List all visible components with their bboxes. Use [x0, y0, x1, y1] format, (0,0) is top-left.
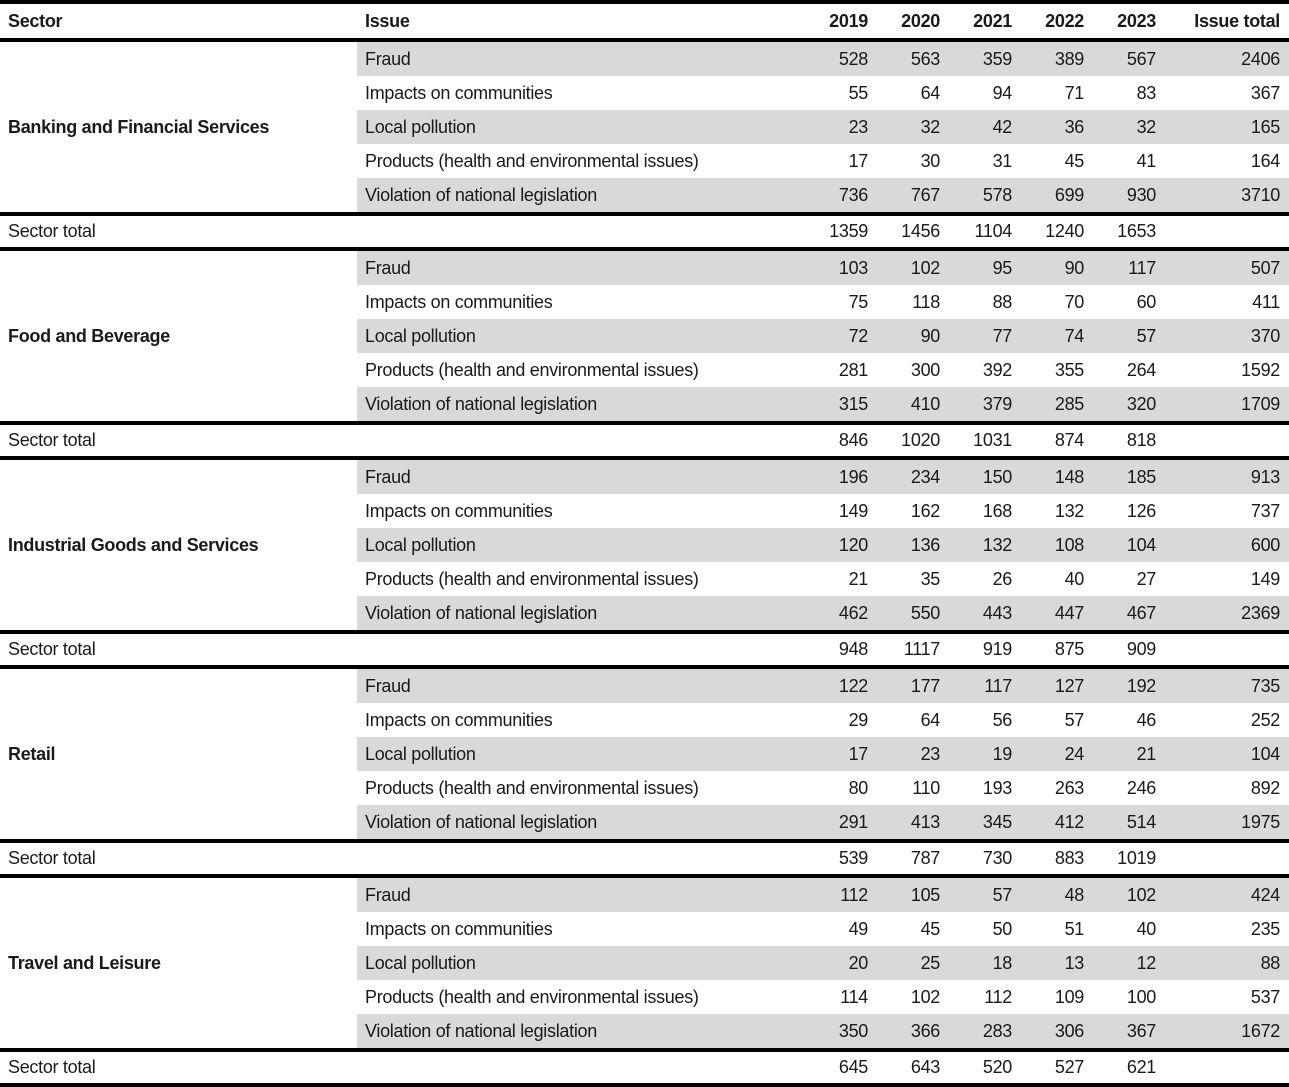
year-value-cell: 285	[1013, 387, 1085, 423]
issue-cell: Impacts on communities	[365, 918, 553, 939]
sector-cell: Banking and Financial Services	[0, 40, 357, 214]
year-value-cell: 109	[1054, 986, 1084, 1007]
sector-total-value-cell: 1359	[797, 214, 869, 249]
header-row	[0, 2, 1289, 40]
year-value-cell: 64	[920, 82, 940, 103]
year-value-cell: 45	[920, 918, 940, 939]
year-value-cell: 72	[797, 319, 869, 353]
issue-cell: Local pollution	[357, 528, 797, 562]
sector-total-empty-cell	[1157, 423, 1289, 458]
year-value-cell: 48	[1013, 876, 1085, 912]
year-value-cell: 117	[1085, 249, 1157, 285]
year-value-cell: 150	[941, 458, 1013, 494]
issue-cell: Products (health and environmental issues)	[365, 150, 699, 171]
issue-row	[0, 458, 1289, 494]
sector-total-empty-cell	[1157, 841, 1289, 876]
issue-total-cell: 735	[1157, 667, 1289, 703]
year-value-cell: 567	[1085, 40, 1157, 76]
year-value-cell: 90	[869, 319, 941, 353]
issue-total-cell: 235	[1250, 918, 1280, 939]
issue-cell: Fraud	[357, 876, 797, 912]
issue-cell: Fraud	[357, 458, 797, 494]
year-value-cell: 185	[1085, 458, 1157, 494]
year-value-cell: 177	[869, 667, 941, 703]
year-value-cell: 196	[797, 458, 869, 494]
year-value-cell: 315	[797, 387, 869, 423]
column-header-issue: Issue	[357, 2, 797, 40]
issue-cell: Local pollution	[357, 319, 797, 353]
issue-total-cell: 165	[1157, 110, 1289, 144]
sector-total-value-cell: 621	[1085, 1050, 1157, 1085]
sector-total-value-cell: 1117	[869, 632, 941, 667]
year-value-cell: 46	[1136, 709, 1156, 730]
issue-cell: Violation of national legislation	[357, 387, 797, 423]
year-value-cell: 31	[992, 150, 1012, 171]
year-value-cell: 24	[1013, 737, 1085, 771]
year-value-cell: 193	[982, 777, 1012, 798]
issue-cell: Fraud	[357, 667, 797, 703]
year-value-cell: 148	[1013, 458, 1085, 494]
year-value-cell: 64	[920, 709, 940, 730]
sector-total-value-cell: 643	[869, 1050, 941, 1085]
year-value-cell: 366	[869, 1014, 941, 1050]
issue-total-cell: 2406	[1157, 40, 1289, 76]
column-header-issue-total: Issue total	[1157, 2, 1289, 40]
year-value-cell: 40	[1136, 918, 1156, 939]
year-value-cell: 32	[869, 110, 941, 144]
year-value-cell: 462	[797, 596, 869, 632]
issue-total-cell: 104	[1157, 737, 1289, 771]
issue-total-cell: 537	[1250, 986, 1280, 1007]
sector-total-value-cell: 919	[941, 632, 1013, 667]
year-value-cell: 35	[920, 568, 940, 589]
year-value-cell: 699	[1013, 178, 1085, 214]
year-value-cell: 29	[848, 709, 868, 730]
issue-total-cell: 1709	[1157, 387, 1289, 423]
year-value-cell: 23	[869, 737, 941, 771]
year-value-cell: 57	[1064, 709, 1084, 730]
year-value-cell: 132	[941, 528, 1013, 562]
sector-total-value-cell: 1019	[1085, 841, 1157, 876]
year-value-cell: 528	[797, 40, 869, 76]
year-value-cell: 25	[869, 946, 941, 980]
year-value-cell: 467	[1085, 596, 1157, 632]
year-value-cell: 13	[1013, 946, 1085, 980]
sector-total-value-cell: 1240	[1013, 214, 1085, 249]
sector-total-empty-cell	[1157, 632, 1289, 667]
sector-total-label: Sector total	[0, 632, 797, 667]
year-value-cell: 80	[848, 777, 868, 798]
year-value-cell: 45	[1064, 150, 1084, 171]
issue-total-cell: 3710	[1157, 178, 1289, 214]
year-value-cell: 355	[1054, 359, 1084, 380]
issue-total-cell: 1975	[1157, 805, 1289, 841]
year-value-cell: 767	[869, 178, 941, 214]
year-value-cell: 30	[920, 150, 940, 171]
issue-total-cell: 600	[1157, 528, 1289, 562]
issue-total-cell: 149	[1250, 568, 1280, 589]
sector-total-value-cell: 1020	[869, 423, 941, 458]
year-value-cell: 50	[992, 918, 1012, 939]
year-value-cell: 90	[1013, 249, 1085, 285]
sector-total-value-cell: 1456	[869, 214, 941, 249]
year-value-cell: 126	[1126, 500, 1156, 521]
issue-total-cell: 892	[1250, 777, 1280, 798]
year-value-cell: 413	[869, 805, 941, 841]
year-value-cell: 192	[1085, 667, 1157, 703]
sector-total-value-cell: 909	[1085, 632, 1157, 667]
year-value-cell: 26	[992, 568, 1012, 589]
issue-total-cell: 424	[1157, 876, 1289, 912]
year-value-cell: 17	[797, 737, 869, 771]
year-value-cell: 57	[941, 876, 1013, 912]
year-value-cell: 77	[941, 319, 1013, 353]
year-value-cell: 392	[982, 359, 1012, 380]
year-value-cell: 102	[1085, 876, 1157, 912]
year-value-cell: 51	[1064, 918, 1084, 939]
issue-cell: Local pollution	[357, 110, 797, 144]
year-value-cell: 320	[1085, 387, 1157, 423]
sector-total-label: Sector total	[0, 1050, 797, 1085]
sector-total-value-cell: 875	[1013, 632, 1085, 667]
issue-cell: Fraud	[357, 40, 797, 76]
issue-total-cell: 252	[1250, 709, 1280, 730]
year-value-cell: 110	[912, 777, 940, 798]
year-value-cell: 246	[1126, 777, 1156, 798]
issue-cell: Local pollution	[357, 946, 797, 980]
year-value-cell: 41	[1136, 150, 1156, 171]
sector-total-row	[0, 841, 1289, 876]
year-value-cell: 17	[848, 150, 868, 171]
year-value-cell: 94	[992, 82, 1012, 103]
year-value-cell: 105	[869, 876, 941, 912]
sector-total-value-cell: 846	[797, 423, 869, 458]
year-value-cell: 117	[941, 667, 1013, 703]
issue-total-cell: 1592	[1241, 359, 1280, 380]
sector-total-value-cell: 539	[797, 841, 869, 876]
year-value-cell: 281	[838, 359, 868, 380]
sector-total-label: Sector total	[0, 214, 797, 249]
year-value-cell: 102	[910, 986, 940, 1007]
issue-cell: Violation of national legislation	[357, 1014, 797, 1050]
issue-cell: Impacts on communities	[365, 500, 553, 521]
sector-total-value-cell: 883	[1013, 841, 1085, 876]
sector-total-row	[0, 423, 1289, 458]
issue-cell: Products (health and environmental issues)	[365, 777, 699, 798]
year-value-cell: 264	[1126, 359, 1156, 380]
year-value-cell: 56	[992, 709, 1012, 730]
sector-total-value-cell: 818	[1085, 423, 1157, 458]
issue-total-cell: 411	[1252, 291, 1280, 312]
year-value-cell: 20	[797, 946, 869, 980]
year-value-cell: 114	[840, 986, 868, 1007]
year-value-cell: 306	[1013, 1014, 1085, 1050]
issue-total-cell: 913	[1157, 458, 1289, 494]
sector-total-label: Sector total	[0, 423, 797, 458]
year-value-cell: 42	[941, 110, 1013, 144]
sector-total-value-cell: 527	[1013, 1050, 1085, 1085]
issue-total-cell: 507	[1157, 249, 1289, 285]
year-value-cell: 345	[941, 805, 1013, 841]
year-value-cell: 443	[941, 596, 1013, 632]
issue-row	[0, 40, 1289, 76]
column-header-2021: 2021	[941, 2, 1013, 40]
sector-cell: Food and Beverage	[0, 249, 357, 423]
year-value-cell: 60	[1136, 291, 1156, 312]
year-value-cell: 291	[797, 805, 869, 841]
year-value-cell: 75	[848, 291, 868, 312]
year-value-cell: 112	[797, 876, 869, 912]
year-value-cell: 104	[1085, 528, 1157, 562]
year-value-cell: 122	[797, 667, 869, 703]
year-value-cell: 132	[1054, 500, 1084, 521]
sector-total-empty-cell	[1157, 214, 1289, 249]
year-value-cell: 283	[941, 1014, 1013, 1050]
year-value-cell: 12	[1085, 946, 1157, 980]
sector-total-value-cell: 1653	[1085, 214, 1157, 249]
year-value-cell: 100	[1126, 986, 1156, 1007]
year-value-cell: 95	[941, 249, 1013, 285]
year-value-cell: 162	[910, 500, 940, 521]
year-value-cell: 74	[1013, 319, 1085, 353]
issue-total-cell: 164	[1250, 150, 1280, 171]
sector-total-value-cell: 874	[1013, 423, 1085, 458]
year-value-cell: 83	[1136, 82, 1156, 103]
sector-total-value-cell: 1104	[941, 214, 1013, 249]
year-value-cell: 389	[1013, 40, 1085, 76]
sector-cell: Industrial Goods and Services	[0, 458, 357, 632]
year-value-cell: 27	[1136, 568, 1156, 589]
year-value-cell: 19	[941, 737, 1013, 771]
sector-total-value-cell: 948	[797, 632, 869, 667]
sector-total-value-cell: 730	[941, 841, 1013, 876]
sector-total-value-cell: 787	[869, 841, 941, 876]
year-value-cell: 930	[1085, 178, 1157, 214]
year-value-cell: 550	[869, 596, 941, 632]
year-value-cell: 149	[838, 500, 868, 521]
year-value-cell: 102	[869, 249, 941, 285]
issue-cell: Violation of national legislation	[357, 178, 797, 214]
year-value-cell: 412	[1013, 805, 1085, 841]
year-value-cell: 103	[797, 249, 869, 285]
year-value-cell: 234	[869, 458, 941, 494]
column-header-2023: 2023	[1085, 2, 1157, 40]
year-value-cell: 168	[982, 500, 1012, 521]
sector-cell: Retail	[0, 667, 357, 841]
issue-row	[0, 667, 1289, 703]
column-header-2019: 2019	[797, 2, 869, 40]
sector-total-empty-cell	[1157, 1050, 1289, 1085]
year-value-cell: 57	[1085, 319, 1157, 353]
issue-row	[0, 876, 1289, 912]
year-value-cell: 367	[1085, 1014, 1157, 1050]
sector-total-value-cell: 645	[797, 1050, 869, 1085]
column-header-sector: Sector	[0, 2, 357, 40]
year-value-cell: 514	[1085, 805, 1157, 841]
year-value-cell: 112	[984, 986, 1012, 1007]
year-value-cell: 350	[797, 1014, 869, 1050]
column-header-2022: 2022	[1013, 2, 1085, 40]
issue-cell: Impacts on communities	[365, 291, 553, 312]
sector-cell: Travel and Leisure	[0, 876, 357, 1050]
sector-total-row	[0, 632, 1289, 667]
issue-total-cell: 737	[1250, 500, 1280, 521]
year-value-cell: 563	[869, 40, 941, 76]
year-value-cell: 263	[1054, 777, 1084, 798]
year-value-cell: 23	[797, 110, 869, 144]
year-value-cell: 120	[797, 528, 869, 562]
year-value-cell: 18	[941, 946, 1013, 980]
issue-cell: Products (health and environmental issues)	[365, 359, 699, 380]
issue-cell: Fraud	[357, 249, 797, 285]
issue-cell: Impacts on communities	[365, 709, 553, 730]
year-value-cell: 70	[1064, 291, 1084, 312]
year-value-cell: 40	[1064, 568, 1084, 589]
sector-total-value-cell: 520	[941, 1050, 1013, 1085]
year-value-cell: 108	[1013, 528, 1085, 562]
year-value-cell: 36	[1013, 110, 1085, 144]
sector-total-value-cell: 1031	[941, 423, 1013, 458]
year-value-cell: 300	[910, 359, 940, 380]
issue-cell: Products (health and environmental issues)	[365, 986, 699, 1007]
year-value-cell: 49	[848, 918, 868, 939]
issue-total-cell: 2369	[1157, 596, 1289, 632]
issue-total-cell: 88	[1157, 946, 1289, 980]
year-value-cell: 118	[912, 291, 940, 312]
year-value-cell: 359	[941, 40, 1013, 76]
year-value-cell: 410	[869, 387, 941, 423]
issue-total-cell: 370	[1157, 319, 1289, 353]
issue-cell: Local pollution	[357, 737, 797, 771]
sector-total-label: Sector total	[0, 841, 797, 876]
column-header-2020: 2020	[869, 2, 941, 40]
issue-cell: Impacts on communities	[365, 82, 553, 103]
year-value-cell: 379	[941, 387, 1013, 423]
year-value-cell: 136	[869, 528, 941, 562]
year-value-cell: 21	[1085, 737, 1157, 771]
year-value-cell: 55	[848, 82, 868, 103]
year-value-cell: 578	[941, 178, 1013, 214]
issue-cell: Products (health and environmental issues)	[365, 568, 699, 589]
issue-total-cell: 367	[1250, 82, 1280, 103]
issue-cell: Violation of national legislation	[357, 805, 797, 841]
sector-total-row	[0, 1050, 1289, 1085]
year-value-cell: 32	[1085, 110, 1157, 144]
year-value-cell: 21	[848, 568, 868, 589]
year-value-cell: 447	[1013, 596, 1085, 632]
sector-total-row	[0, 214, 1289, 249]
year-value-cell: 88	[992, 291, 1012, 312]
issue-row	[0, 249, 1289, 285]
year-value-cell: 71	[1064, 82, 1084, 103]
year-value-cell: 127	[1013, 667, 1085, 703]
issue-total-cell: 1672	[1157, 1014, 1289, 1050]
issue-cell: Violation of national legislation	[357, 596, 797, 632]
year-value-cell: 736	[797, 178, 869, 214]
